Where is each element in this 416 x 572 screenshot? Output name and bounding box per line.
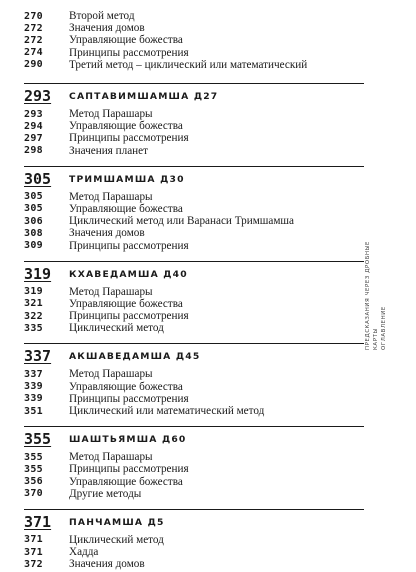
toc-entry	[24, 145, 364, 157]
entry-title: Третий метод – циклический или математический	[69, 58, 308, 71]
page-number: 309	[24, 240, 43, 252]
page-number: 274	[24, 47, 43, 59]
page-number: 298	[24, 145, 43, 157]
toc-entry	[24, 405, 364, 417]
toc-entry	[24, 322, 364, 334]
page-number: 372	[24, 558, 43, 570]
toc-entry	[24, 239, 364, 251]
toc-entry	[24, 203, 364, 215]
section-title: САПТАВИМШАМША Д27	[69, 90, 219, 102]
entry-title: Значения домов	[69, 22, 145, 35]
section-entries	[24, 534, 364, 571]
section-header	[24, 264, 364, 282]
entry-title: Второй метод	[69, 10, 135, 23]
page-number: 321	[24, 298, 43, 310]
running-header-book-title: ПРЕДСКАЗАНИЯ ЧЕРЕЗ ДРОБНЫЕ КАРТЫ	[365, 240, 379, 350]
section-title: АКШАВЕДАМША Д45	[69, 351, 201, 363]
toc-entry	[24, 120, 364, 132]
toc-sections	[24, 83, 364, 571]
section-page-number: 305	[24, 169, 52, 188]
toc-section	[24, 166, 364, 252]
entry-title: Метод Парашары	[69, 285, 153, 298]
page-number: 351	[24, 405, 43, 417]
entry-title: Принципы рассмотрения	[69, 132, 189, 145]
page-number: 308	[24, 227, 43, 239]
section-entries	[24, 108, 364, 157]
section-page-number: 337	[24, 347, 52, 366]
section-page-number: 293	[24, 86, 52, 105]
section-header	[24, 346, 364, 364]
toc-entry	[24, 476, 364, 488]
entry-title: Метод Парашары	[69, 108, 153, 121]
entry-title: Значения планет	[69, 144, 148, 157]
page-number: 370	[24, 488, 43, 500]
toc-entry	[24, 534, 364, 546]
intro-entries	[24, 10, 364, 71]
toc-entry	[24, 132, 364, 144]
section-title: ШАШТЬЯМША Д60	[69, 434, 187, 446]
page-number: 305	[24, 191, 43, 203]
entry-title: Принципы рассмотрения	[69, 463, 189, 476]
section-title: ПАНЧАМША Д5	[69, 516, 165, 528]
toc-section	[24, 83, 364, 157]
entry-title: Циклический метод или Варанаси Тримшамша	[69, 215, 295, 228]
toc-entry	[24, 22, 364, 34]
page-number: 355	[24, 463, 43, 475]
entry-title: Управляющие божества	[69, 380, 183, 393]
entry-title: Циклический метод	[69, 322, 164, 335]
page-number: 293	[24, 108, 43, 120]
page-number: 319	[24, 286, 43, 298]
spacer	[24, 71, 364, 83]
section-header	[24, 86, 364, 104]
page-number: 337	[24, 368, 43, 380]
page-number: 322	[24, 310, 43, 322]
toc-entry	[24, 463, 364, 475]
entry-title: Метод Парашары	[69, 190, 153, 203]
toc-entry	[24, 558, 364, 570]
section-page-number: 371	[24, 512, 52, 531]
toc-entry	[24, 381, 364, 393]
toc-entry	[24, 108, 364, 120]
page-number: 371	[24, 534, 43, 546]
section-entries	[24, 368, 364, 417]
toc-entry	[24, 368, 364, 380]
page-number: 272	[24, 22, 43, 34]
page-number: 339	[24, 393, 43, 405]
section-page-number: 319	[24, 264, 52, 283]
toc-section	[24, 426, 364, 500]
section-header	[24, 169, 364, 187]
toc-entry	[24, 310, 364, 322]
entry-title: Циклический или математический метод	[69, 405, 265, 418]
page-number: 371	[24, 546, 43, 558]
toc-entry	[24, 47, 364, 59]
page-number: 270	[24, 10, 43, 22]
page-number: 355	[24, 451, 43, 463]
entry-title: Принципы рассмотрения	[69, 392, 189, 405]
section-page-number: 355	[24, 430, 52, 449]
page-number: 306	[24, 215, 43, 227]
entry-title: Принципы рассмотрения	[69, 46, 189, 59]
entry-title: Принципы рассмотрения	[69, 310, 189, 323]
entry-title: Управляющие божества	[69, 202, 183, 215]
entry-title: Управляющие божества	[69, 34, 183, 47]
section-title: ТРИМШАМША Д30	[69, 173, 185, 185]
section-header	[24, 512, 364, 530]
section-title: КХАВЕДАМША Д40	[69, 268, 188, 280]
section-entries	[24, 286, 364, 335]
entry-title: Принципы рассмотрения	[69, 239, 189, 252]
entry-title: Другие методы	[69, 487, 142, 500]
page-number: 294	[24, 120, 43, 132]
entry-title: Метод Парашары	[69, 368, 153, 381]
toc-section	[24, 343, 364, 417]
page-number: 297	[24, 132, 43, 144]
toc-entry	[24, 393, 364, 405]
entry-title: Метод Парашары	[69, 451, 153, 464]
section-entries	[24, 191, 364, 252]
entry-title: Управляющие божества	[69, 297, 183, 310]
section-entries	[24, 451, 364, 500]
entry-title: Хадда	[69, 546, 99, 559]
toc-entry	[24, 10, 364, 22]
toc-entry	[24, 488, 364, 500]
entry-title: Управляющие божества	[69, 120, 183, 133]
page-number: 356	[24, 476, 43, 488]
toc-entry	[24, 34, 364, 46]
toc-entry	[24, 191, 364, 203]
toc-section	[24, 261, 364, 335]
running-header	[364, 220, 394, 350]
entry-title: Значения домов	[69, 227, 145, 240]
toc-section	[24, 509, 364, 571]
toc-entry	[24, 215, 364, 227]
toc-entry	[24, 546, 364, 558]
table-of-contents	[24, 10, 364, 572]
section-header	[24, 429, 364, 447]
toc-entry	[24, 286, 364, 298]
toc-entry	[24, 227, 364, 239]
running-header-section: ОГЛАВЛЕНИЕ	[381, 306, 387, 350]
entry-title: Циклический метод	[69, 533, 164, 546]
page-number: 339	[24, 381, 43, 393]
page-number: 290	[24, 59, 43, 71]
toc-entry	[24, 451, 364, 463]
toc-entry	[24, 59, 364, 71]
page-number: 305	[24, 203, 43, 215]
page-number: 335	[24, 322, 43, 334]
entry-title: Значения домов	[69, 558, 145, 571]
toc-entry	[24, 298, 364, 310]
page-number: 272	[24, 34, 43, 46]
entry-title: Управляющие божества	[69, 475, 183, 488]
